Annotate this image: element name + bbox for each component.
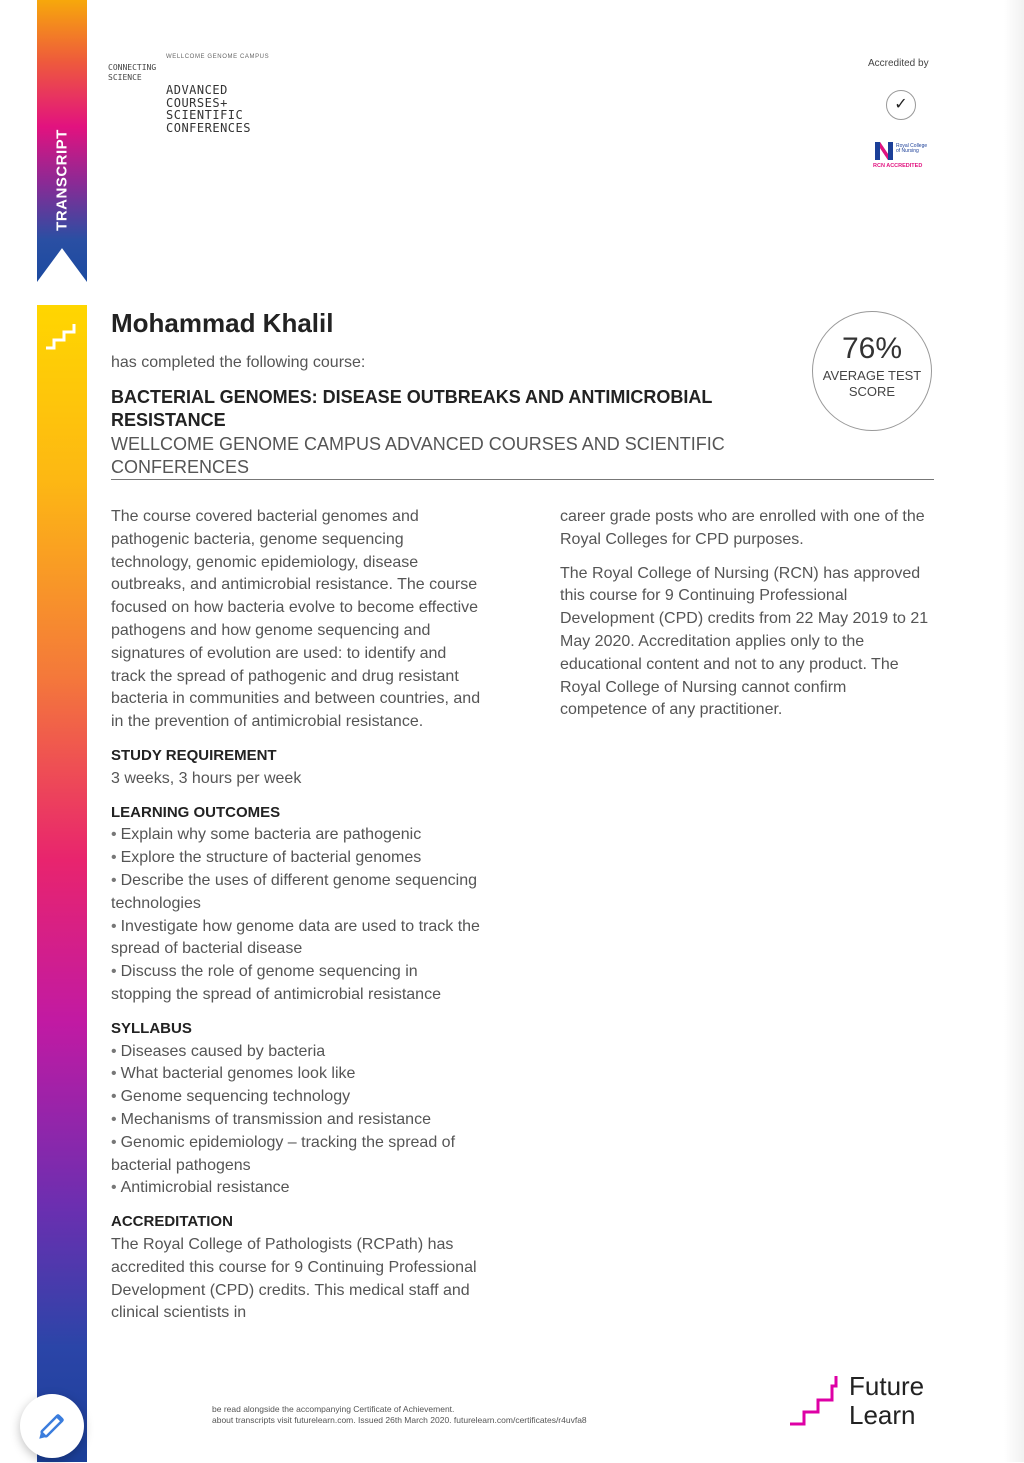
learner-name: Mohammad Khalil (111, 308, 334, 338)
accredited-by-label: Accredited by (868, 58, 929, 69)
outcomes-heading: LEARNING OUTCOMES (111, 803, 281, 821)
accreditation-heading: ACCREDITATION (111, 1213, 233, 1231)
course-organisation: WELLCOME GENOME CAMPUS ADVANCED COURSES AND SCIENTIFIC CONFERENCES (111, 434, 725, 477)
rcn-logo: Royal College of Nursing RCN ACCREDITED (873, 143, 928, 169)
rcn-text: The Royal College of Nursing (RCN) has approved this course for 9 Continuing Professional Development (CPD) credits from 22 May 2019 to 21 May 2020. Accreditation applies only to the educational content and not to any product. The Royal College of Nursing cannot confirm competence of any practitioner. (560, 564, 929, 719)
left-column (111, 506, 481, 1336)
cpd-seal-icon: ✓ (886, 90, 916, 120)
gradient-stripe (37, 305, 87, 1462)
outcomes-list (111, 824, 481, 1006)
course-description: The course covered bacterial genomes and pathogenic bacteria, genome sequencing technology, genomic epidemiology, disease outbreaks, and antimicrobial resistance. The course focused on how bacteria evolve to become effective pathogens and how genome sequencing and signatures of evolution are used: to identify and track the spread of pathogenic and drug resistant bacteria in communities and between countries, and in the prevention of antimicrobial resistance. (111, 508, 481, 731)
syllabus-heading: SYLLABUS (111, 1019, 192, 1037)
page-edge (1004, 0, 1024, 1462)
list-item: • Discuss the role of genome sequencing in stopping the spread of antimicrobial resistance (111, 963, 441, 1003)
course-title: BACTERIAL GENOMES: DISEASE OUTBREAKS AND ANTIMICROBIAL RESISTANCE (111, 387, 713, 430)
divider (111, 479, 934, 480)
study-heading: STUDY REQUIREMENT (111, 746, 277, 764)
accreditation-text: The Royal College of Pathologists (RCPath) has accredited this course for 9 Continuing Professional Development (CPD) credits. This medical staff and clinical scientists in (111, 1235, 477, 1322)
list-item: • Explain why some bacteria are pathogenic (111, 826, 422, 844)
study-requirement: 3 weeks, 3 hours per week (111, 769, 302, 787)
score-value: 76% (841, 332, 903, 365)
transcript-label: TRANSCRIPT (53, 129, 71, 231)
list-item: • Describe the uses of different genome sequencing technologies (111, 871, 477, 912)
accreditation-continued: career grade posts who are enrolled with one of the Royal Colleges for CPD purposes. (560, 508, 925, 548)
syllabus-list (111, 1041, 481, 1201)
futurelearn-stairs-icon (788, 1372, 848, 1428)
list-item: • What bacterial genomes look like (111, 1065, 356, 1083)
footer-note: be read alongside the accompanying Certificate of Achievement. about transcripts visit futurelearn.com. Issued 26th March 2020. futurelearn.com/certificates/r4uvfa8 (212, 1404, 587, 1425)
stairs-icon (44, 322, 80, 352)
list-item: • Genomic epidemiology – tracking the spread of bacterial pathogens (111, 1133, 456, 1174)
score-badge: 76% AVERAGE TEST SCORE (812, 311, 932, 431)
list-item: • Diseases caused by bacteria (111, 1042, 326, 1060)
list-item: • Antimicrobial resistance (111, 1179, 290, 1197)
list-item: • Investigate how genome data are used to track the spread of bacterial disease (111, 917, 480, 958)
list-item: • Mechanisms of transmission and resistance (111, 1110, 431, 1128)
futurelearn-logo: Future Learn (849, 1371, 925, 1430)
list-item: • Genome sequencing technology (111, 1088, 351, 1106)
right-column (560, 506, 932, 733)
list-item: • Explore the structure of bacterial genomes (111, 849, 422, 867)
pencil-icon (20, 1394, 84, 1458)
completed-text: has completed the following course: (111, 354, 366, 371)
edit-button[interactable] (20, 1394, 84, 1458)
